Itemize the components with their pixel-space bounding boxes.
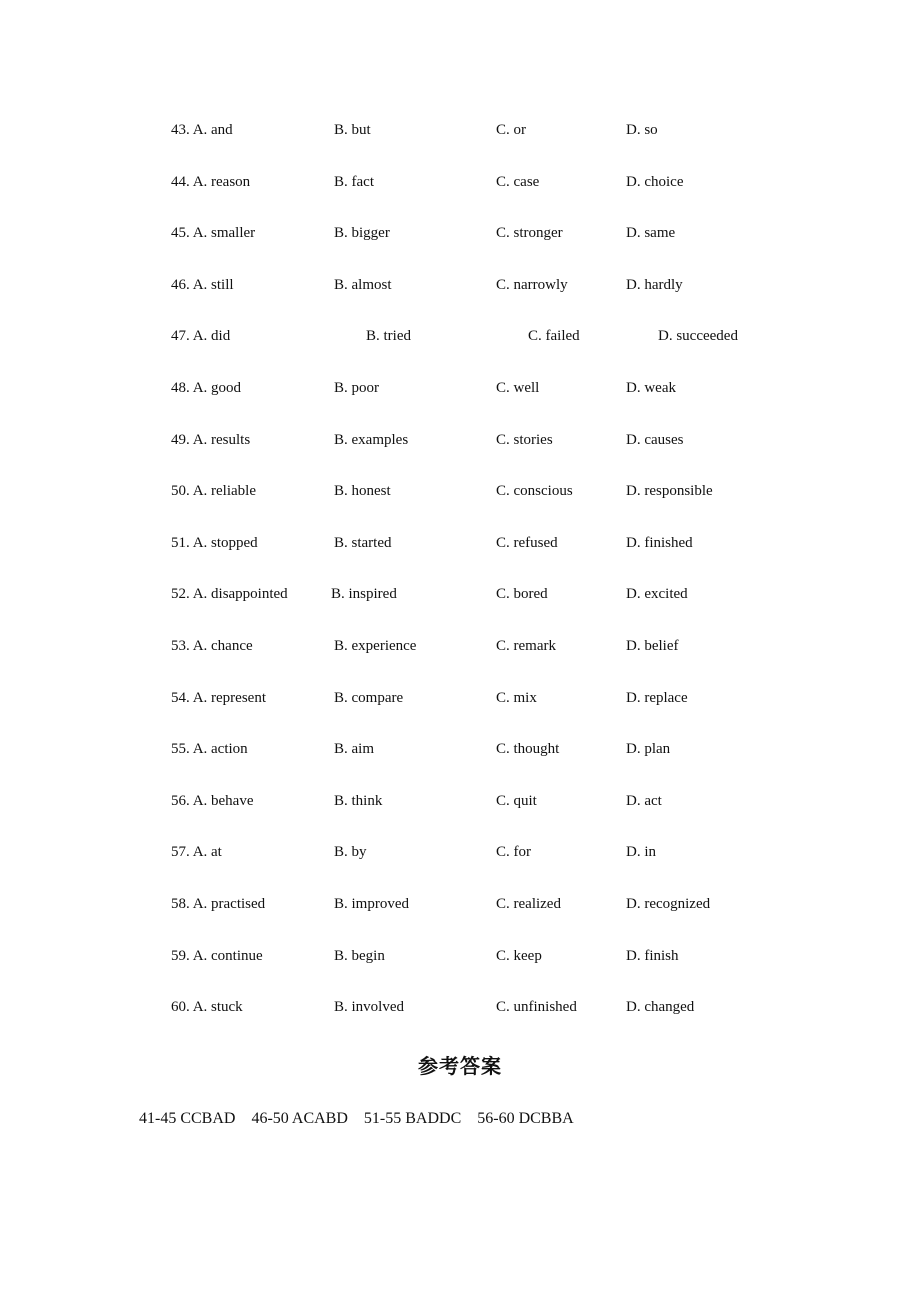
question-number-and-option-a: 49. A. results (171, 432, 251, 448)
option-b: B. involved (334, 999, 404, 1015)
question-row (0, 221, 920, 245)
option-b: B. aim (334, 741, 374, 757)
question-row (0, 324, 920, 348)
question-number-and-option-a: 47. A. did (171, 328, 231, 344)
option-b: B. almost (334, 277, 392, 293)
option-c: C. or (496, 122, 526, 138)
question-row (0, 118, 920, 142)
option-c: C. stronger (496, 225, 563, 241)
question-row (0, 892, 920, 916)
option-d: D. plan (626, 741, 671, 757)
answer-key-line: 41-45 CCBAD 46-50 ACABD 51-55 BADDC 56-60 DCBBA (139, 1110, 574, 1127)
question-row (0, 531, 920, 555)
question-number-and-option-a: 52. A. disappointed (171, 586, 288, 602)
option-c: C. refused (496, 535, 558, 551)
option-c: C. well (496, 380, 540, 396)
option-b: B. examples (334, 432, 409, 448)
question-row (0, 944, 920, 968)
question-number-and-option-a: 59. A. continue (171, 948, 263, 964)
option-b: B. but (334, 122, 371, 138)
option-c: C. keep (496, 948, 542, 964)
option-d: D. weak (626, 380, 676, 396)
question-row (0, 789, 920, 813)
question-number-and-option-a: 48. A. good (171, 380, 242, 396)
option-b: B. improved (334, 896, 409, 912)
option-d: D. act (626, 793, 662, 809)
option-c: C. bored (496, 586, 548, 602)
option-d: D. in (626, 844, 656, 860)
question-number-and-option-a: 43. A. and (171, 122, 233, 138)
option-d: D. responsible (626, 483, 713, 499)
option-c: C. mix (496, 690, 537, 706)
option-d: D. succeeded (658, 328, 738, 344)
option-b: B. think (334, 793, 383, 809)
option-b: B. inspired (331, 586, 397, 602)
question-row (0, 995, 920, 1019)
option-c: C. remark (496, 638, 556, 654)
option-b: B. by (334, 844, 367, 860)
question-row (0, 686, 920, 710)
option-c: C. realized (496, 896, 561, 912)
question-number-and-option-a: 44. A. reason (171, 174, 251, 190)
option-d: D. same (626, 225, 676, 241)
question-row (0, 634, 920, 658)
question-number-and-option-a: 46. A. still (171, 277, 234, 293)
question-row (0, 582, 920, 606)
question-row (0, 737, 920, 761)
option-c: C. failed (528, 328, 580, 344)
option-b: B. compare (334, 690, 404, 706)
question-number-and-option-a: 58. A. practised (171, 896, 266, 912)
option-d: D. causes (626, 432, 684, 448)
option-c: C. thought (496, 741, 560, 757)
question-number-and-option-a: 51. A. stopped (171, 535, 258, 551)
question-number-and-option-a: 54. A. represent (171, 690, 266, 706)
option-d: D. finish (626, 948, 679, 964)
option-b: B. started (334, 535, 392, 551)
question-row (0, 170, 920, 194)
option-d: D. finished (626, 535, 693, 551)
question-number-and-option-a: 57. A. at (171, 844, 222, 860)
question-number-and-option-a: 56. A. behave (171, 793, 254, 809)
option-d: D. so (626, 122, 658, 138)
option-b: B. poor (334, 380, 379, 396)
option-c: C. stories (496, 432, 553, 448)
question-row (0, 273, 920, 297)
question-row (0, 376, 920, 400)
question-number-and-option-a: 50. A. reliable (171, 483, 256, 499)
question-number-and-option-a: 60. A. stuck (171, 999, 243, 1015)
option-b: B. honest (334, 483, 391, 499)
option-d: D. changed (626, 999, 695, 1015)
question-number-and-option-a: 53. A. chance (171, 638, 253, 654)
option-d: D. recognized (626, 896, 711, 912)
option-c: C. quit (496, 793, 537, 809)
option-d: D. excited (626, 586, 688, 602)
option-b: B. bigger (334, 225, 390, 241)
option-d: D. choice (626, 174, 684, 190)
option-b: B. fact (334, 174, 374, 190)
option-c: C. case (496, 174, 540, 190)
option-c: C. for (496, 844, 531, 860)
question-row (0, 479, 920, 503)
question-row (0, 840, 920, 864)
option-c: C. narrowly (496, 277, 568, 293)
question-row (0, 428, 920, 452)
option-d: D. replace (626, 690, 688, 706)
option-b: B. begin (334, 948, 385, 964)
option-b: B. tried (366, 328, 411, 344)
option-d: D. hardly (626, 277, 683, 293)
option-b: B. experience (334, 638, 417, 654)
option-d: D. belief (626, 638, 679, 654)
question-number-and-option-a: 45. A. smaller (171, 225, 256, 241)
question-number-and-option-a: 55. A. action (171, 741, 248, 757)
option-c: C. conscious (496, 483, 573, 499)
option-c: C. unfinished (496, 999, 577, 1015)
answer-key-heading: 参考答案 (418, 1054, 502, 1078)
